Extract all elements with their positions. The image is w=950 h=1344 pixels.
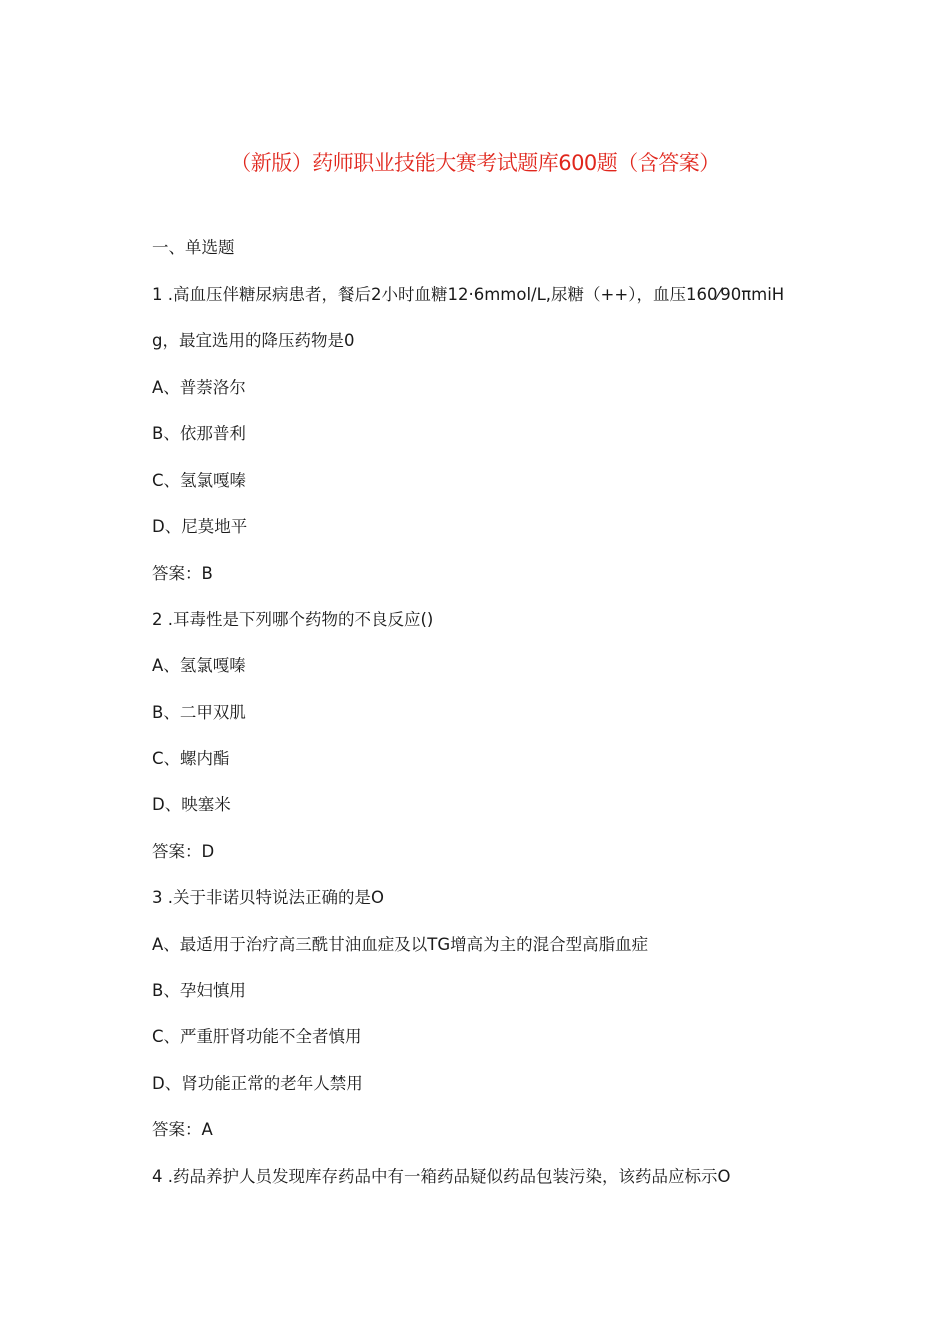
question-4-stem-line1: 4 .药品养护人员发现库存药品中有一箱药品疑似药品包装污染，该药品应标示O bbox=[152, 1167, 731, 1186]
question-1-stem-line2: g，最宜选用的降压药物是0 bbox=[152, 331, 355, 350]
question-3-option-c: C、严重肝肾功能不全者慎用 bbox=[152, 1027, 362, 1046]
document-title: （新版）药师职业技能大赛考试题库600题（含答案） bbox=[230, 151, 720, 175]
question-2-option-b: B、二甲双肌 bbox=[152, 703, 246, 722]
question-3-answer: 答案：A bbox=[152, 1120, 213, 1139]
question-3-option-d: D、肾功能正常的老年人禁用 bbox=[152, 1074, 363, 1093]
question-3-stem-line1: 3 .关于非诺贝特说法正确的是O bbox=[152, 888, 384, 907]
question-2-option-c: C、螺内酯 bbox=[152, 749, 230, 768]
question-3-option-a: A、最适用于治疗高三酰甘油血症及以TG增高为主的混合型高脂血症 bbox=[152, 935, 649, 954]
section-heading: 一、单选题 bbox=[152, 238, 235, 257]
question-1-option-c: C、氢氯嘎嗪 bbox=[152, 471, 247, 490]
question-2-answer: 答案：D bbox=[152, 842, 215, 861]
question-1-option-a: A、普萘洛尔 bbox=[152, 378, 246, 397]
question-2-option-a: A、氢氯嘎嗪 bbox=[152, 656, 246, 675]
question-1-option-d: D、尼莫地平 bbox=[152, 517, 248, 536]
question-3-option-b: B、孕妇慎用 bbox=[152, 981, 246, 1000]
question-2-option-d: D、映塞米 bbox=[152, 795, 231, 814]
question-1-answer: 答案：B bbox=[152, 564, 213, 583]
question-1-stem-line1: 1 .高血压伴糖尿病患者，餐后2小时血糖12·6mmol/L,尿糖（++），血压160⁄90πmiH bbox=[152, 285, 785, 304]
question-1-option-b: B、依那普利 bbox=[152, 424, 246, 443]
question-2-stem-line1: 2 .耳毒性是下列哪个药物的不良反应() bbox=[152, 610, 434, 629]
